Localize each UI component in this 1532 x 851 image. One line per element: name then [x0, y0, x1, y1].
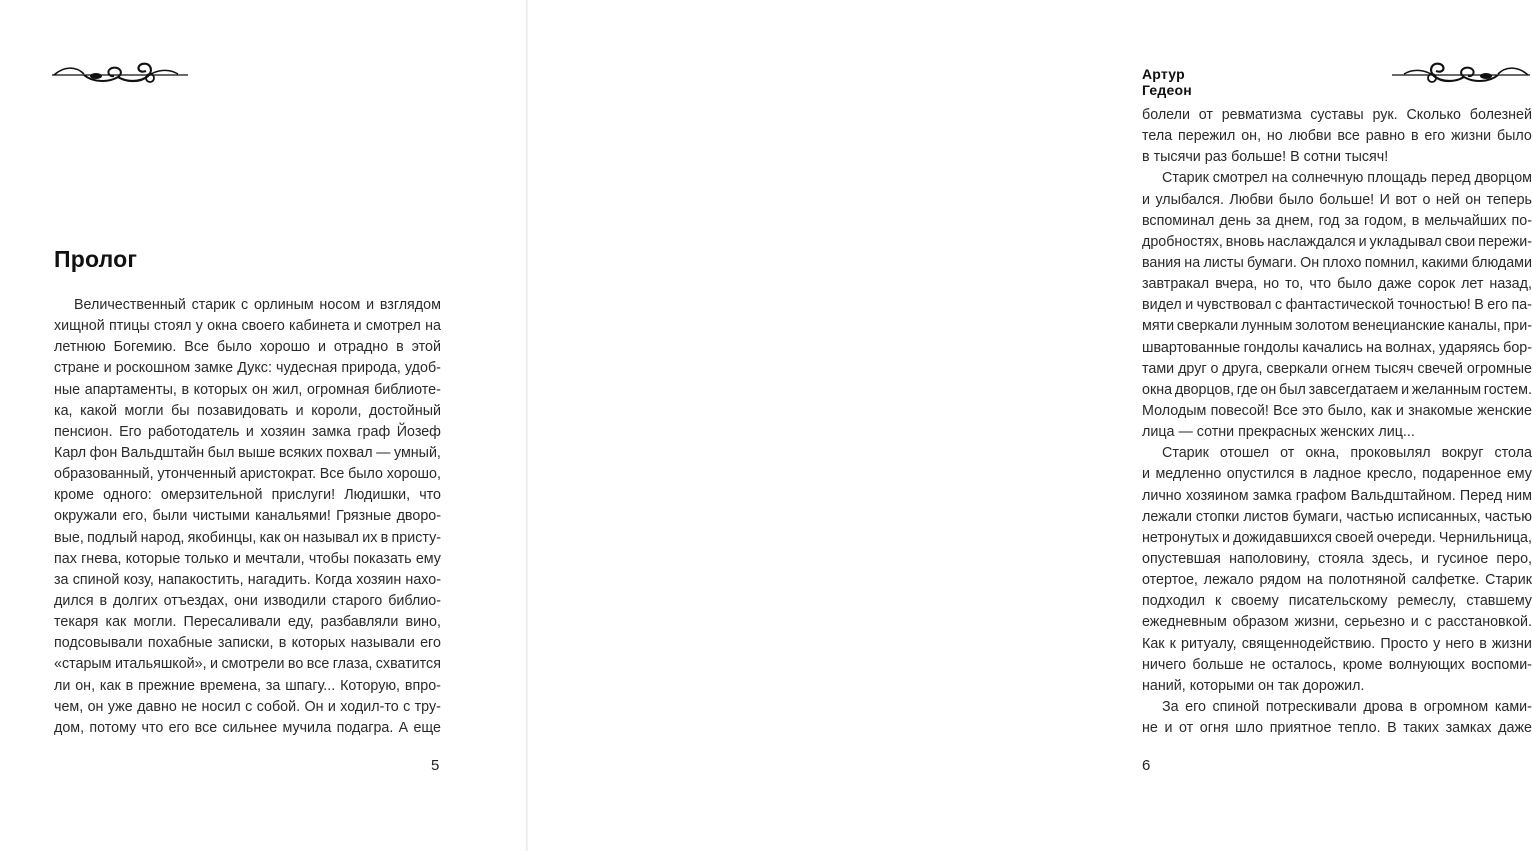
right-page	[528, 0, 1532, 851]
text-line: «старым итальяшкой», и смотрели во все глаза, схватится	[54, 656, 441, 673]
text-line: Величественный старик с орлиным носом и взглядом	[74, 297, 441, 313]
text-line: дробностях, вновь наслаждался и укладывал свои пережи-	[1142, 233, 1532, 250]
flourish-ornament-right	[1390, 56, 1532, 90]
text-line: пенсион. Его работодатель и хозяин замка граф Йозеф	[54, 423, 441, 440]
text-line: и улыбался. Любви было больше! И вот о ней он теперь	[1142, 191, 1532, 208]
text-line: вые, подлый народ, якобинцы, как он называл их в присту-	[54, 529, 441, 546]
text-line: Старик отошел от окна, проковылял вокруг стола	[1162, 445, 1532, 462]
text-line: нетронутых и дожидавшихся своей очереди. Чернильница,	[1142, 529, 1532, 546]
text-line: завтракал вчера, но то, что было даже сорок лет назад,	[1142, 276, 1532, 293]
flourish-ornament-left	[50, 56, 190, 90]
text-line: видел и чувствовал с фантастической точностью! В его па-	[1142, 297, 1532, 314]
text-line: пах гнева, которые только и мечтали, чтобы показать ему	[54, 550, 441, 567]
text-line: в тысячи раз больше! В сотни тысяч!	[1142, 149, 1389, 166]
text-line: текаря как могли. Пересаливали еду, разбавляли вино,	[54, 614, 441, 631]
running-head-author: Артур Гедеон	[1142, 66, 1192, 98]
text-line: вания на листы бумаги. Он плохо помнил, какими блюдами	[1142, 254, 1532, 271]
text-line: тела пережил он, но любви все равно в его жизни было	[1142, 128, 1532, 145]
text-line: окна дворцов, где он был завсегдатаем и желанным гостем.	[1142, 381, 1532, 398]
text-line: вспоминал день за днем, год за годом, в мельчайших по-	[1142, 212, 1532, 229]
text-line: ные апартаменты, в которых он жил, огромная библиоте-	[54, 381, 441, 398]
text-line: мяти сверкали лунным золотом венецианские каналы, при-	[1142, 318, 1532, 335]
text-line: отертое, лежало рядом на полотняной салфетке. Старик	[1142, 572, 1532, 589]
left-page-body-text	[54, 295, 441, 739]
text-line: не и от огня шло приятное тепло. В таких замках даже	[1142, 720, 1532, 737]
text-line: дом, потому что его все сильнее мучила подагра. А еще	[54, 719, 441, 736]
chapter-title: Пролог	[54, 246, 138, 272]
text-line: и медленно опустился в ладное кресло, подаренное ему	[1142, 466, 1532, 483]
text-line: наний, которыми он так дорожил.	[1142, 677, 1365, 694]
text-line: дился в долгих отъездах, они изводили старого библио-	[54, 592, 441, 609]
text-line: Старик смотрел на солнечную площадь перед дворцом	[1162, 170, 1532, 187]
right-page-body-text	[1142, 105, 1532, 739]
text-line: болели от ревматизма суставы рук. Сколько болезней	[1142, 107, 1532, 123]
text-line: За его спиной потрескивали дрова в огромном ками-	[1162, 698, 1532, 715]
text-line: лично хозяином замка графом Вальдштайном. Перед ним	[1142, 487, 1532, 504]
text-line: подсовывали похабные записки, в которых называли его	[54, 635, 441, 652]
text-line: тами друг о друга, сверкали огнем тысяч свечей огромные	[1142, 360, 1532, 377]
text-line: Карл фон Вальдштайн был выше всяких похвал — умный,	[54, 444, 441, 461]
text-line: лежали стопки листов бумаги, частью исписанных, частью	[1142, 508, 1532, 525]
text-line: ничего больше не осталось, кроме волнующих воспоми-	[1142, 656, 1532, 673]
text-line: Молодым повесой! Все это было, как и знакомые женские	[1142, 402, 1532, 419]
text-line: Как к ритуалу, священнодействию. Просто у него в жизни	[1142, 635, 1532, 652]
page-number-right: 6	[1142, 757, 1151, 774]
text-line: стране и роскошном замке Дукс: чудесная природа, удоб-	[54, 360, 441, 377]
text-line: ли он, как в прежние времена, за шпагу... Которую, впро-	[54, 677, 441, 694]
text-line: кроме одного: омерзительной прислуги! Людишки, что	[54, 487, 441, 504]
text-line: образованный, утонченный аристократ. Все было хорошо,	[54, 466, 441, 483]
text-line: хищной птицы стоял у окна своего кабинета и смотрел на	[54, 318, 441, 335]
left-page	[0, 0, 527, 851]
text-line: чем, он уже давно не носил с собой. Он и ходил-то с тру-	[54, 698, 441, 715]
page-number-left: 5	[431, 757, 440, 774]
text-line: лица — сотни прекрасных женских лиц...	[1142, 424, 1415, 441]
text-line: окружали его, были чистыми канальями! Грязные дворо-	[54, 508, 441, 525]
text-line: швартованные гондолы качались на волнах, ударяясь бор-	[1142, 339, 1532, 356]
text-line: подходил к своему писательскому ремеслу, ставшему	[1142, 593, 1532, 610]
text-line: опустевшая наполовину, стояла здесь, и гусиное перо,	[1142, 550, 1532, 567]
text-line: за спиной козу, напакостить, нагадить. Когда хозяин нахо-	[54, 571, 441, 588]
text-line: ежедневным образом жизни, серьезно и с расстановкой.	[1142, 614, 1532, 631]
text-line: летнюю Богемию. Все было хорошо и отрадно в этой	[54, 339, 441, 356]
text-line: ка, какой могли бы позавидовать и короли, достойный	[54, 402, 441, 419]
